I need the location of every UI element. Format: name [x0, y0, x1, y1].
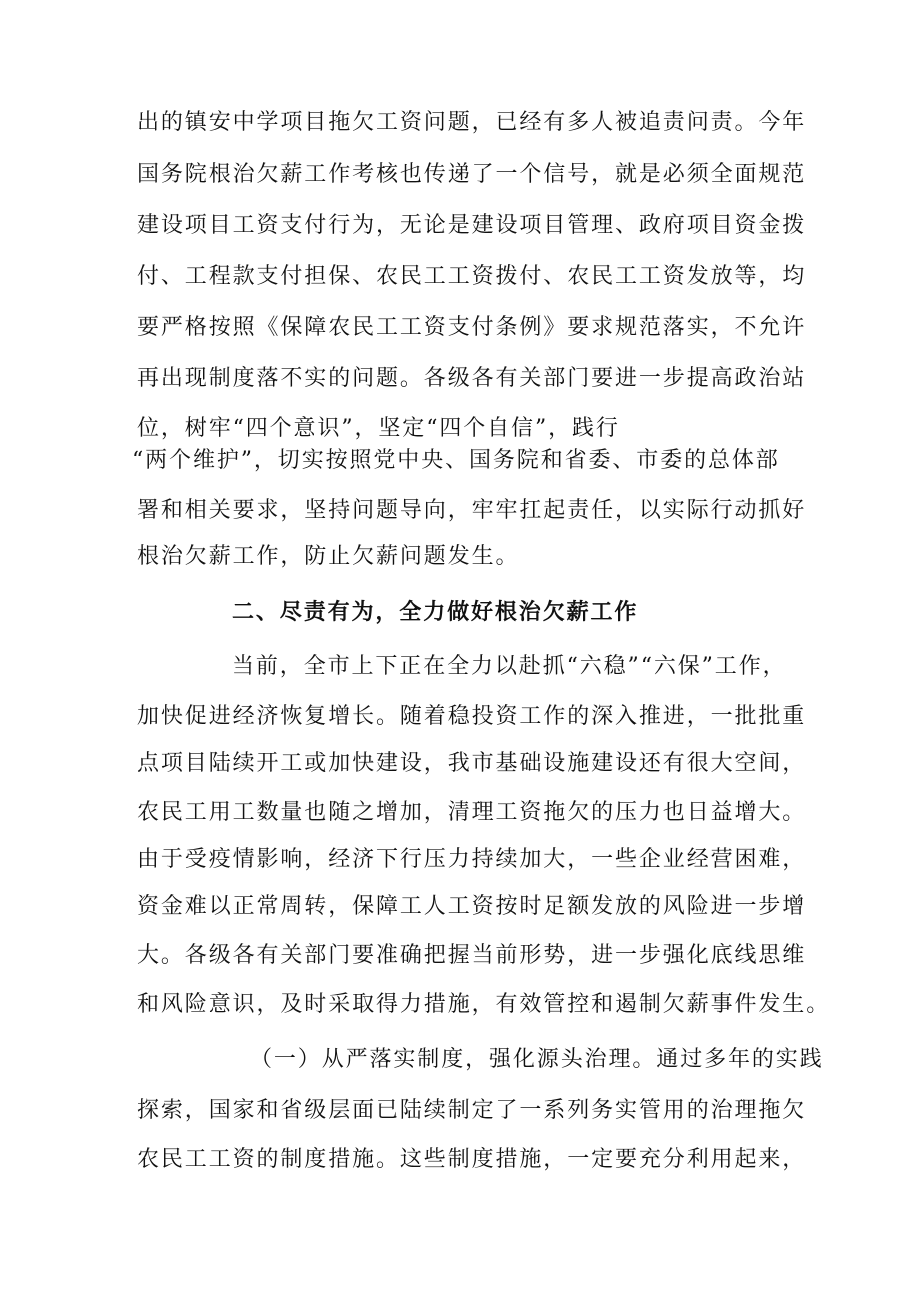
- text-line: 探索，国家和省级层面已陆续制定了一系列务实管用的治理拖欠: [137, 1098, 807, 1123]
- section-heading: 二、尽责有为，全力做好根治欠薪工作: [232, 599, 639, 625]
- text-line: 农民工用工数量也随之增加，清理工资拖欠的压力也日益增大。: [137, 800, 807, 825]
- text-line: 建设项目工资支付行为，无论是建设项目管理、政府项目资金拨: [137, 213, 807, 238]
- text-line: 位，树牢“四个意识”，坚定“四个自信”，践行: [137, 416, 620, 441]
- text-line: 付、工程款支付担保、农民工工资拨付、农民工工资发放等，均: [137, 264, 807, 289]
- text-line: 出的镇安中学项目拖欠工资问题，已经有多人被追责问责。今年: [137, 110, 807, 135]
- text-line: 农民工工资的制度措施。这些制度措施，一定要充分利用起来，: [137, 1147, 807, 1172]
- text-line: 要严格按照《保障农民工工资支付条例》要求规范落实，不允许: [137, 315, 807, 340]
- text-line: “两个维护”，切实按照党中央、国务院和省委、市委的总体部: [132, 448, 780, 473]
- text-line: 署和相关要求，坚持问题导向，牢牢扛起责任，以实际行动抓好: [137, 498, 807, 523]
- text-line: 资金难以正常周转，保障工人工资按时足额发放的风险进一步增: [137, 894, 807, 919]
- text-line: 和风险意识，及时采取得力措施，有效管控和遏制欠薪事件发生。: [137, 992, 831, 1017]
- text-line: （一）从严落实制度，强化源头治理。通过多年的实践: [250, 1047, 824, 1072]
- text-line: 加快促进经济恢复增长。随着稳投资工作的深入推进，一批批重: [137, 704, 807, 729]
- text-line: 根治欠薪工作，防止欠薪问题发生。: [137, 544, 520, 569]
- text-line: 大。各级各有关部门要准确把握当前形势，进一步强化底线思维: [137, 943, 807, 968]
- text-line: 点项目陆续开工或加快建设，我市基础设施建设还有很大空间，: [137, 751, 807, 776]
- text-line: 再出现制度落不实的问题。各级各有关部门要进一步提高政治站: [137, 366, 807, 391]
- text-line: 国务院根治欠薪工作考核也传递了一个信号，就是必须全面规范: [137, 162, 807, 187]
- text-line: 当前，全市上下正在全力以赴抓“六稳”“六保”工作，: [232, 654, 787, 679]
- text-line: 由于受疫情影响，经济下行压力持续加大，一些企业经营困难，: [137, 847, 807, 872]
